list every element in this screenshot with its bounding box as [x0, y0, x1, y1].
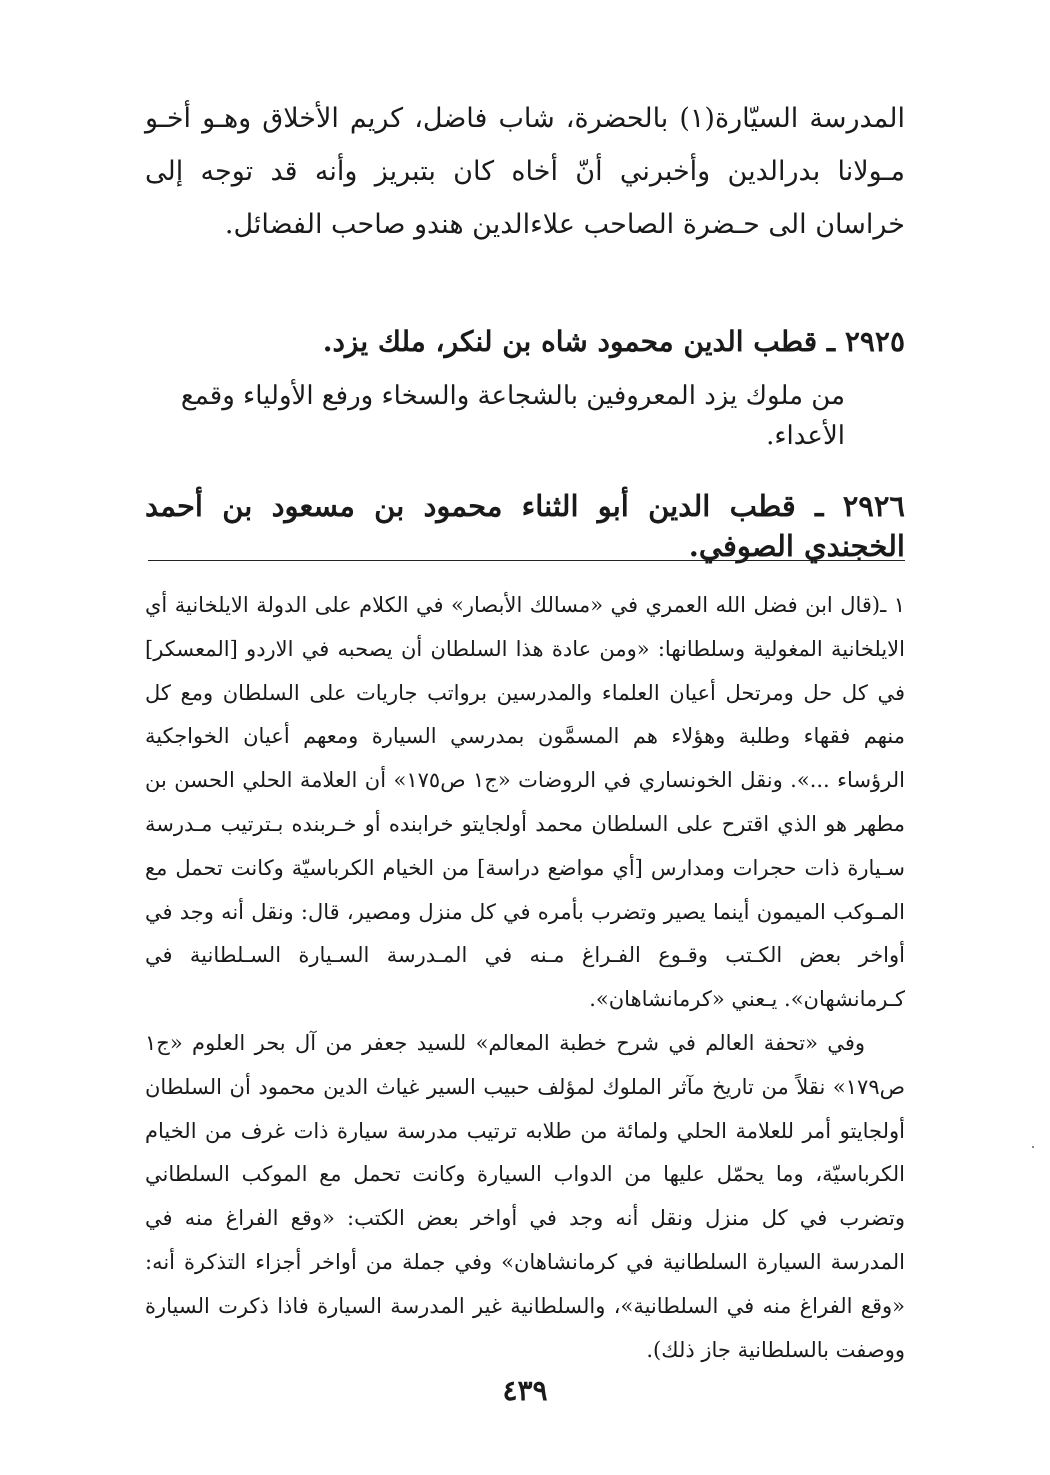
- footnote-1: ١ ـ(قال ابن فضل الله العمري في «مسالك الأبصار» في الكلام على الدولة الايلخانية أي الايلخانية المغولية وسلطانها: «ومن عادة هذا السلطان أن يصحبه في الاردو [المعسكر] في كل حل ومرتحل أعيان العلماء والمدرسين برواتب جاريات على السلطان ومع كل منهم فقهاء وطلبة وهؤلاء هم المسمَّون بمدرسي السيارة ومعهم أعيان الخواجكية الرؤساء ...». ونقل الخونساري في الروضات «ج١ ص١٧٥» أن العلامة الحلي الحسن بن مطهر هو الذي اقترح على السلطان محمد أولجايتو خرابنده أو خـربنده بـترتيب مـدرسة سـيارة ذات حجرات ومدارس [أي مواضع دراسة] من الخيام الكرباسيّة وكانت تحمل مع المـوكب الميمون أينما يصير وتضرب بأمره في كل منزل ومصير، قال: ونقل أنه وجد في أواخر بعض الكـتب وقـوع الفـراغ مـنه في المـدرسة السـيارة السـلطانية في كـرمانشهان». يـعني «كرمانشاهان».: [145, 593, 906, 1012]
- entry-2926-title: ٢٩٢٦ ـ قطب الدين أبو الثناء محمود بن مسعود بن أحمد الخجندي الصوفي.: [145, 489, 905, 563]
- footnotes: [145, 584, 905, 1372]
- footnote-1-continuation: وفي «تحفة العالم في شرح خطبة المعالم» للسيد جعفر من آل بحر العلوم «ج١ ص١٧٩» نقلاً من تاريخ مآثر الملوك لمؤلف حبيب السير غياث الدين محمود أن السلطان أولجايتو أمر للعلامة الحلي ولمائة من طلابه ترتيب مدرسة سيارة ذات غرف من الخيام الكرباسيّة، وما يحمّل عليها من الدواب السيارة وكانت تحمل مع الموكب السلطاني وتضرب في كل منزل ونقل أنه وجد في أواخر بعض الكتب: «وقع الفراغ منه في المدرسة السيارة السلطانية في كرمانشاهان» وفي جملة من أواخر أجزاء التذكرة أنه: «وقع الفراغ منه في السلطانية»، والسلطانية غير المدرسة السيارة فاذا ذكرت السيارة ووصفت بالسلطانية جاز ذلك).: [145, 1030, 905, 1362]
- footnote-divider: [148, 560, 905, 561]
- entry-2925-body: من ملوك يزد المعروفين بالشجاعة والسخاء ورفع الأولياء وقمع الأعداء.: [180, 381, 845, 451]
- entry-2925-title: ٢٩٢٥ ـ قطب الدين محمود شاه بن لنكر، ملك يزد.: [322, 325, 905, 358]
- main-paragraph: المدرسة السيّارة(١) بالحضرة، شاب فاضل، كريم الأخلاق وهـو أخـو مـولانا بدرالدين وأخبرني أنّ أخاه كان بتبريز وأنه قد توجه إلى خراسان الى حـضرة الصاحب علاءالدين هندو صاحب الفضائل.: [145, 103, 905, 240]
- page-number: ٤٣٩: [502, 1374, 548, 1407]
- margin-mark: [1032, 1146, 1034, 1148]
